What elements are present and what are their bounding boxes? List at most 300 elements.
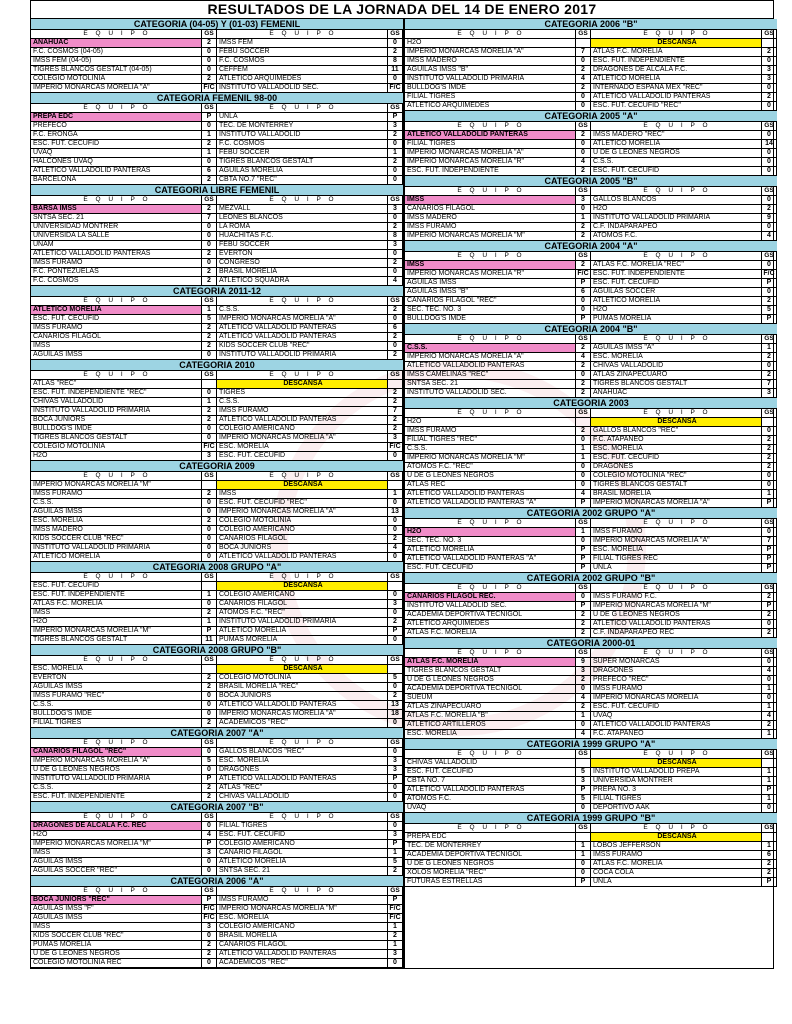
match-row — [31, 618, 403, 627]
home-goals: 2 — [575, 620, 591, 628]
match-row — [405, 297, 777, 306]
home-team: C.S.S. — [33, 701, 54, 708]
column-header-row — [405, 519, 777, 528]
home-goals: 1 — [575, 851, 591, 859]
match-row — [31, 241, 403, 250]
away-team: HUACHITAS F.C. — [219, 232, 274, 239]
column-header-row — [405, 30, 777, 39]
home-team: IMSS FURAMO — [33, 490, 83, 497]
team-header: E Q U I P O — [83, 656, 151, 663]
right-column — [403, 19, 777, 968]
team-header: E Q U I P O — [83, 887, 151, 894]
home-goals: 1 — [201, 591, 217, 599]
away-team: AGUILAS IMSS "A" — [593, 344, 654, 351]
home-goals: 4 — [575, 353, 591, 361]
away-goals: P — [761, 315, 777, 323]
home-goals: 2 — [201, 407, 217, 415]
away-team: ESC. FUT. INDEPENDIENTE — [593, 270, 685, 277]
away-team: GALLOS BLANCOS — [593, 196, 657, 203]
match-row — [31, 176, 403, 185]
team-header: E Q U I P O — [643, 519, 711, 526]
home-team: F.C. COSMOS (04-05) — [33, 48, 104, 55]
away-goals — [761, 418, 777, 426]
match-row — [405, 102, 777, 111]
away-team: INSTITUTO VALLADOLID — [219, 131, 301, 138]
home-goals: P — [575, 546, 591, 554]
match-row — [31, 932, 403, 941]
away-goals: 2 — [761, 445, 777, 453]
away-team: GALLOS BLANCOS "REC" — [593, 427, 679, 434]
away-team: IMPERIO MONARCAS MORELIA "M" — [219, 905, 337, 912]
gs-header: GS — [575, 187, 591, 195]
match-row — [31, 748, 403, 757]
home-team: IMPERIO MONARCAS MORELIA "A" — [33, 84, 150, 91]
home-goals: 0 — [575, 472, 591, 480]
away-goals: 2 — [387, 351, 403, 359]
home-goals: 1 — [201, 398, 217, 406]
home-goals: P — [201, 896, 217, 904]
match-row — [405, 712, 777, 721]
match-row — [405, 288, 777, 297]
away-team: C.S.S. — [593, 158, 614, 165]
home-goals: 7 — [201, 214, 217, 222]
match-row — [405, 472, 777, 481]
home-goals: 0 — [201, 232, 217, 240]
team-header: E Q U I P O — [269, 30, 337, 37]
away-goals: 1 — [761, 842, 777, 850]
match-row — [31, 490, 403, 499]
away-goals: 2 — [387, 158, 403, 166]
home-team: COLEGIO MOTOLINIA — [33, 443, 106, 450]
team-header: E Q U I P O — [83, 196, 151, 203]
away-goals: 0 — [761, 620, 777, 628]
home-goals: 1 — [575, 214, 591, 222]
away-team: COLEGIO AMERICANO — [219, 591, 295, 598]
away-team: IMSS FURAMO — [593, 528, 643, 535]
away-goals: F/C — [387, 905, 403, 913]
home-team: IMSS MADERO — [407, 214, 457, 221]
column-header-row — [405, 187, 777, 196]
match-row — [405, 481, 777, 490]
away-team: DESCANSA — [591, 418, 761, 426]
gs-header: GS — [575, 824, 591, 832]
away-team: ATLETICO VALLADOLID PANTERAS — [593, 620, 711, 627]
team-header: E Q U I P O — [457, 187, 525, 194]
away-goals: F/C — [761, 270, 777, 278]
away-team: ESC. FUT. CECUFID — [593, 703, 660, 710]
home-goals: 0 — [201, 867, 217, 875]
home-goals: 2 — [201, 342, 217, 350]
away-goals: 8 — [387, 232, 403, 240]
match-row — [31, 517, 403, 526]
column-header-row — [405, 122, 777, 131]
match-row — [405, 344, 777, 353]
home-team: ATLETICO ARTILLEROS — [407, 721, 486, 728]
home-team: TIGRES BLANCOS GESTALT — [33, 636, 128, 643]
team-header: E Q U I P O — [643, 30, 711, 37]
match-row — [31, 535, 403, 544]
home-goals: 0 — [201, 766, 217, 774]
home-goals: 3 — [201, 849, 217, 857]
away-team: EVERTON — [219, 250, 253, 257]
away-goals: 1 — [387, 941, 403, 949]
match-row — [31, 896, 403, 905]
gs-header: GS — [761, 122, 777, 130]
match-row — [31, 701, 403, 710]
home-team: IMPERIO MONARCAS MORELIA "M" — [33, 840, 151, 847]
home-team: H2O — [33, 618, 48, 625]
home-team: CANARIOS FILAGOL "REC" — [31, 748, 201, 756]
away-team: DESCANSA — [591, 39, 761, 47]
home-goals: 4 — [575, 158, 591, 166]
match-row — [405, 445, 777, 454]
away-team: KIDS SOCCER CLUB "REC" — [219, 342, 310, 349]
away-goals: 0 — [387, 822, 403, 830]
away-team: PREPA NO. 3 — [593, 786, 637, 793]
away-goals: 0 — [387, 748, 403, 756]
match-row — [31, 250, 403, 259]
home-goals: 0 — [201, 425, 217, 433]
match-row — [405, 878, 777, 887]
category-header: CATEGORIA (04-05) Y (01-03) FEMENIL — [31, 19, 403, 30]
gs-header: GS — [201, 739, 217, 747]
home-team: COLEGIO MOTOLINIA — [33, 75, 106, 82]
column-header-row — [405, 252, 777, 261]
away-team: IMSS FURAMO — [593, 851, 643, 858]
gs-header: GS — [201, 573, 217, 581]
match-row — [405, 676, 777, 685]
away-goals: 3 — [761, 389, 777, 397]
away-goals: 0 — [761, 528, 777, 536]
match-row — [31, 784, 403, 793]
away-team: LOBOS JEFFERSON — [593, 842, 661, 849]
away-team: ESC. FUT. CECUFID "REC" — [593, 102, 681, 109]
match-row — [31, 342, 403, 351]
home-goals: 0 — [201, 259, 217, 267]
match-row — [405, 463, 777, 472]
away-team: IMPERIO MONARCAS MORELIA "A" — [219, 508, 336, 515]
home-team: H2O — [33, 452, 48, 459]
home-team: CHIVAS VALLADOLID — [33, 398, 104, 405]
gs-header: GS — [575, 409, 591, 417]
home-goals: 0 — [201, 351, 217, 359]
match-row — [31, 434, 403, 443]
away-team: IMPERIO MONARCAS MORELIA "A" — [219, 710, 336, 717]
away-goals: 1 — [761, 703, 777, 711]
gs-header: GS — [575, 750, 591, 758]
home-team: SEC. TEC. NO. 3 — [407, 306, 462, 313]
home-goals: 2 — [575, 629, 591, 637]
away-team: SNTSA SEC. 21 — [219, 867, 270, 874]
home-goals: 6 — [201, 167, 217, 175]
away-goals: 4 — [761, 232, 777, 240]
away-team: ATLETICO VALLADOLID PANTERAS — [593, 93, 711, 100]
away-goals: 5 — [387, 858, 403, 866]
away-goals: 2 — [387, 692, 403, 700]
home-team: IMSS CAMELINAS "REC" — [407, 371, 489, 378]
home-goals: 0 — [201, 600, 217, 608]
home-team: ATLETICO VALLADOLID PANTERAS "A" — [407, 555, 537, 562]
match-row — [31, 674, 403, 683]
home-goals — [201, 481, 217, 489]
home-team: CANARIOS FILAGOL — [407, 205, 476, 212]
home-goals: 1 — [575, 712, 591, 720]
away-goals: 0 — [387, 499, 403, 507]
away-team: INSTITUTO VALLADOLID PREPA — [593, 768, 700, 775]
away-goals: 2 — [387, 259, 403, 267]
away-goals: 1 — [761, 795, 777, 803]
away-team: F.C. COSMOS — [219, 57, 265, 64]
column-header-row — [405, 409, 777, 418]
gs-header: GS — [387, 739, 403, 747]
team-header: E Q U I P O — [643, 649, 711, 656]
home-goals: 0 — [201, 959, 217, 967]
away-team: C.F. INDAPARAPEO REC — [593, 629, 675, 636]
home-team: BOCA JUNIORS — [33, 416, 86, 423]
home-goals: 2 — [575, 703, 591, 711]
home-team: IMPERIO MONARCAS MORELIA "A" — [407, 48, 524, 55]
home-goals: 2 — [575, 223, 591, 231]
away-team: ATLETICO SQUADRA — [219, 277, 290, 284]
home-goals: 0 — [201, 553, 217, 561]
home-team: ESC. FUT. CECUFID — [33, 315, 100, 322]
home-team: IMSS FURAMO "REC" — [33, 692, 105, 699]
team-header: E Q U I P O — [457, 335, 525, 342]
away-goals: 0 — [387, 784, 403, 792]
team-header: E Q U I P O — [83, 472, 151, 479]
team-header: E Q U I P O — [83, 739, 151, 746]
home-goals: 2 — [575, 84, 591, 92]
team-header: E Q U I P O — [269, 472, 337, 479]
home-team: ATOMOS F.C. "REC" — [407, 463, 473, 470]
away-goals: 2 — [761, 353, 777, 361]
match-row — [405, 602, 777, 611]
home-goals: 0 — [201, 158, 217, 166]
away-goals: 8 — [387, 57, 403, 65]
team-header: E Q U I P O — [269, 196, 337, 203]
match-row — [405, 611, 777, 620]
home-team: UVAQ — [407, 804, 427, 811]
away-team: F.C. COSMOS — [219, 140, 265, 147]
team-header: E Q U I P O — [269, 371, 337, 378]
match-row — [31, 232, 403, 241]
home-goals: 0 — [575, 57, 591, 65]
home-team: F.C. PONTEZUELAS — [33, 268, 99, 275]
category-header: CATEGORIA LIBRE FEMENIL — [31, 185, 403, 196]
away-team: DRAGONES — [219, 766, 260, 773]
home-goals: P — [575, 315, 591, 323]
away-team: ATOMOS F.C. — [593, 232, 638, 239]
home-goals — [575, 759, 591, 767]
gs-header: GS — [761, 409, 777, 417]
home-goals: 2 — [575, 131, 591, 139]
gs-header: GS — [387, 297, 403, 305]
away-goals: 2 — [387, 223, 403, 231]
home-goals: 2 — [201, 75, 217, 83]
match-row — [31, 849, 403, 858]
category-header: CATEGORIA 2004 "A" — [405, 241, 777, 252]
home-goals: 3 — [201, 452, 217, 460]
away-goals — [761, 759, 777, 767]
home-team: ATLAS ZINAPECUARO — [407, 703, 482, 710]
home-team: IMSS FURAMO — [33, 259, 83, 266]
gs-header: GS — [575, 122, 591, 130]
home-goals: 0 — [201, 701, 217, 709]
away-goals: 0 — [387, 176, 403, 184]
match-row — [31, 39, 403, 48]
away-goals: 2 — [761, 629, 777, 637]
match-row — [31, 526, 403, 535]
home-team: ATOMOS F.C. — [407, 795, 452, 802]
home-goals: 0 — [575, 537, 591, 545]
away-team: ESC. MORELIA — [593, 546, 643, 553]
home-goals: 2 — [201, 176, 217, 184]
home-team: H2O — [405, 528, 575, 536]
home-team: ATLETICO VALLADOLID PANTERAS — [407, 362, 525, 369]
away-goals: 0 — [387, 315, 403, 323]
home-team: INSTITUTO VALLADOLID PRIMARIA — [33, 407, 151, 414]
home-team: AGUILAS IMSS — [33, 914, 83, 921]
away-team: CHIVAS VALLADOLID — [593, 362, 664, 369]
away-team: ESC. FUT. INDEPENDIENTE — [593, 57, 685, 64]
home-team: ATLETICO VALLADOLID PANTERAS — [407, 490, 525, 497]
match-row — [405, 759, 777, 768]
home-goals: 2 — [575, 611, 591, 619]
away-goals: 0 — [761, 804, 777, 812]
away-goals: 2 — [761, 297, 777, 305]
home-goals: 0 — [575, 149, 591, 157]
away-team: DESCANSA — [591, 759, 761, 767]
away-team: COLEGIO AMERICANO — [219, 840, 295, 847]
home-team: AGUILAS IMSS — [33, 508, 83, 515]
match-row — [405, 694, 777, 703]
gs-header: GS — [575, 584, 591, 592]
away-goals: 2 — [761, 869, 777, 877]
match-row — [405, 214, 777, 223]
away-goals: 0 — [761, 472, 777, 480]
match-row — [405, 371, 777, 380]
category-header: CATEGORIA FEMENIL 98-00 — [31, 93, 403, 104]
away-goals: 2 — [387, 306, 403, 314]
home-goals: 0 — [201, 544, 217, 552]
team-header: E Q U I P O — [83, 813, 151, 820]
away-goals: 1 — [387, 490, 403, 498]
away-team: INTERNADO ESPAÑA MEX "REC" — [593, 84, 703, 91]
home-goals: P — [201, 627, 217, 635]
away-goals: 18 — [387, 710, 403, 718]
away-team: DRAGONES — [593, 667, 634, 674]
results-columns — [30, 18, 774, 969]
away-goals: 1 — [761, 490, 777, 498]
home-team: IMSS MADERO — [33, 526, 83, 533]
home-goals: 0 — [575, 721, 591, 729]
home-goals: 1 — [575, 842, 591, 850]
column-header-row — [31, 887, 403, 896]
away-goals: 6 — [761, 851, 777, 859]
away-team: IMPERIO MONARCAS MORELIA "A" — [219, 315, 336, 322]
match-row — [31, 840, 403, 849]
away-goals: 1 — [761, 768, 777, 776]
home-team: COLEGIO MOTOLINIA REC — [33, 959, 122, 966]
match-row — [405, 490, 777, 499]
match-row — [405, 555, 777, 564]
home-team: INSTITUTO VALLADOLID PRIMARIA — [33, 775, 151, 782]
home-goals: F/C — [201, 905, 217, 913]
away-goals: 0 — [387, 553, 403, 561]
category-header: CATEGORIA 2002 GRUPO "A" — [405, 508, 777, 519]
home-team: INSTITUTO VALLADOLID SEC. — [407, 602, 507, 609]
match-row — [31, 205, 403, 214]
away-team: ESC. MORELIA — [219, 443, 269, 450]
away-team: IMPERIO MONARCAS MORELIA "A" — [593, 499, 710, 506]
away-team: INSTITUTO VALLADOLID PRIMARIA — [219, 618, 337, 625]
home-goals — [201, 380, 217, 388]
away-goals: 2 — [761, 593, 777, 601]
match-row — [405, 833, 777, 842]
home-team: PREPA EDC — [31, 113, 201, 121]
away-goals: 1 — [387, 849, 403, 857]
away-goals: 2 — [387, 867, 403, 875]
away-goals: 13 — [387, 508, 403, 516]
home-team: KIDS SOCCER CLUB "REC" — [33, 932, 124, 939]
home-team: AGUILAS IMSS — [33, 858, 83, 865]
home-goals: 0 — [201, 122, 217, 130]
away-team: COLEGIO MOTOLINIA "REC" — [593, 472, 687, 479]
category-header: CATEGORIA 1999 GRUPO "B" — [405, 813, 777, 824]
away-team: BRASIL MORELIA — [593, 490, 652, 497]
home-team: IMPERIO MONARCAS MORELIA "M" — [33, 481, 151, 488]
home-goals: 9 — [575, 658, 591, 666]
team-header: E Q U I P O — [83, 297, 151, 304]
away-goals: 0 — [761, 261, 777, 269]
away-team: PUMAS MORELIA — [219, 636, 278, 643]
home-goals: 1 — [575, 445, 591, 453]
away-goals: 2 — [761, 48, 777, 56]
away-team: COLEGIO MOTOLINIA — [219, 674, 292, 681]
match-row — [31, 950, 403, 959]
match-row — [31, 609, 403, 618]
away-team: ATLETICO MORELIA — [593, 75, 661, 82]
home-goals: 2 — [575, 380, 591, 388]
match-row — [405, 93, 777, 102]
team-header: E Q U I P O — [457, 519, 525, 526]
team-header: E Q U I P O — [269, 813, 337, 820]
home-goals: 1 — [575, 454, 591, 462]
match-row — [405, 306, 777, 315]
match-row — [405, 629, 777, 638]
away-goals: 2 — [761, 860, 777, 868]
home-team: ESC. MORELIA — [33, 517, 83, 524]
category-header: CATEGORIA 2007 "B" — [31, 802, 403, 813]
away-goals: P — [761, 786, 777, 794]
away-goals: 14 — [761, 140, 777, 148]
away-team: UNLA — [593, 878, 612, 885]
away-team: PREFECO "REC" — [593, 676, 649, 683]
home-team: ACADEMIA DEPORTIVA TECNIGOL — [407, 611, 523, 618]
home-team: C.S.S. — [407, 445, 428, 452]
away-goals: 0 — [761, 223, 777, 231]
away-goals: 2 — [387, 131, 403, 139]
match-row — [405, 48, 777, 57]
away-team: IMSS FURAMO F.C. — [593, 593, 657, 600]
away-team: ACADEMICOS "REC" — [219, 959, 288, 966]
gs-header: GS — [387, 887, 403, 895]
home-goals: 2 — [201, 517, 217, 525]
away-team: ATLETICO VALLADOLID PANTERAS — [219, 333, 337, 340]
away-goals: F/C — [387, 443, 403, 451]
away-team: ATLETICO MORELIA — [219, 858, 287, 865]
away-goals: 2 — [761, 93, 777, 101]
